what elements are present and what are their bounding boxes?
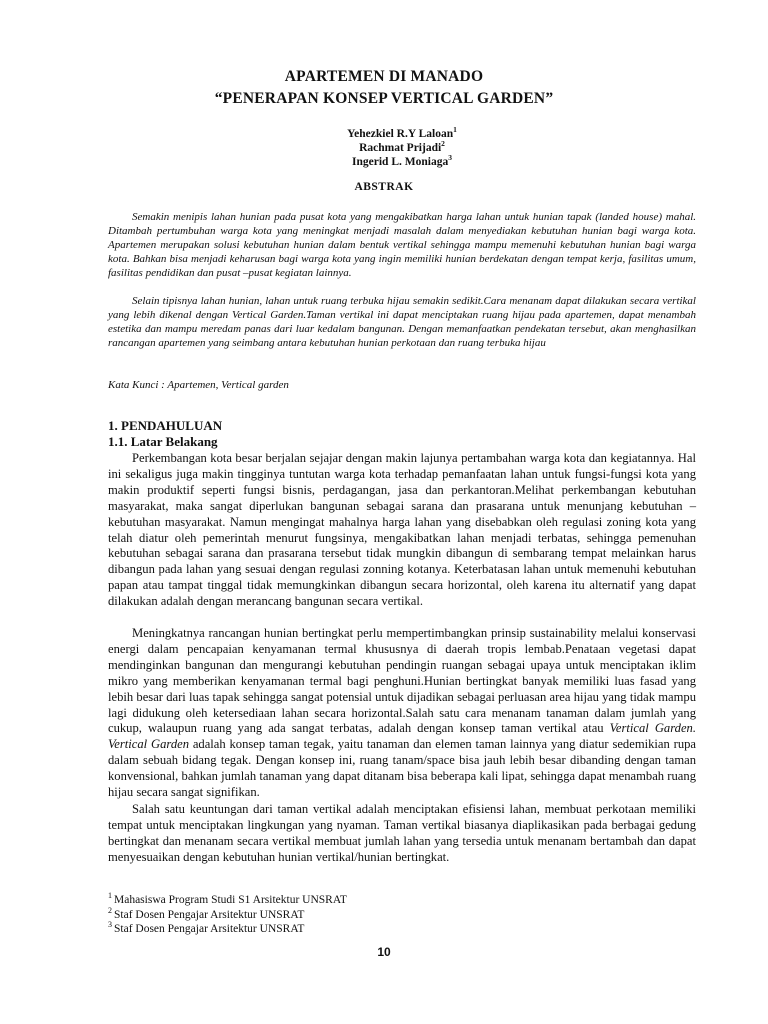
keywords: Kata Kunci : Apartemen, Vertical garden: [108, 379, 289, 391]
footnote-text: Staf Dosen Pengajar Arsitektur UNSRAT: [114, 908, 305, 921]
abstract-heading: ABSTRAK: [354, 181, 414, 193]
title-line-2: “PENERAPAN KONSEP VERTICAL GARDEN”: [214, 90, 554, 107]
author-sup: 2: [441, 139, 445, 148]
para2-text-after: adalah konsep taman tegak, yaitu tanaman dan elemen taman lainnya yang diatur sedemikian rupa dalam sebuah bidang tegak. Dengan konsep ini, ruang tanam/space bisa jauh lebih besar dibanding dengan taman konvensional, bahkan jumlah tanaman yang dapat ditanam bisa beberapa kali lipat, sehingga dapat menambah ruang hijau secara sangat signifikan.: [108, 737, 696, 800]
author-3: [18, 153, 768, 168]
body-paragraph-3: Salah satu keuntungan dari taman vertikal adalah menciptakan efisiensi lahan, membuat perkotaan memiliki tempat untuk menciptakan lingkungan yang nyaman. Taman vertikal biasanya diaplikasikan pada berbagai gedung bertingkat dan menanam secara vertikal membuat jumlah lahan yang tersedia untuk menanam bertambah dan dapat menyesuaikan dengan kebutuhan hunian vertikal/hunian bertingkat.: [108, 802, 696, 864]
para2-italic-term: Vertical Garden. Vertical Garden: [108, 721, 696, 752]
para2-text-before: Meningkatnya rancangan hunian bertingkat perlu mempertimbangkan prinsip sustainability melalui konservasi energi dalam pencapaian kenyamanan termal khususnya di daerah tropis lembab.Penataan vegetasi dapat mendinginkan bangunan dan mengurangi kebutuhan pendingin ruangan sebagai upaya untuk menciptakan iklim mikro yang memberikan kenyamanan termal bagi penghuni.Hunian bertingkat banyak memiliki luas fasad yang lebih besar dari luas tapak sehingga sangat potensial untuk dijadikan sebagai perluasan area hijau yang tidak mampu lagi didukung oleh ketersediaan lahan secara horizontal.Salah satu cara menanam tanaman dalam jumlah yang cukup, walaupun ruang yang ada sangat terbatas, adalah dengan konsep taman vertikal atau: [108, 626, 696, 736]
abstract-paragraph-2: Selain tipisnya lahan hunian, lahan untuk ruang terbuka hijau semakin sedikit.Cara menanam dapat dilakukan secara vertikal yang lebih dikenal dengan Vertical Garden.Taman vertikal ini dapat menciptakan ruang hijau pada apartemen, dapat menambah estetika dan mampu meredam panas dari luar kedalam bangunan. Dengan memanfaatkan pendekatan tersebut, akan menghasilkan rancangan apartemen yang seimbang antara kebutuhan hunian perkotaan dan ruang terbuka hijau: [108, 295, 696, 350]
author-1: [18, 125, 768, 140]
author-name: Ingerid L. Moniaga: [352, 155, 449, 168]
body-paragraph-1: Perkembangan kota besar berjalan sejajar dengan makin lajunya pertambahan warga kota dan kegiatannya. Hal ini sekaligus juga makin tingginya tuntutan warga kota terhadap pemanfaatan lahan untuk fungsi-fungsi kota yang makin produktif seperti fungsi bisnis, perdagangan, jasa dan perkantoran.Melihat perkembangan kebutuhan masyarakat, maka sangat diperlukan bangunan sebagai sarana dan prasarana untuk menunjang kebutuhan – kebutuhan masyarakat. Namun mengingat mahalnya harga lahan yang disebabkan oleh regulasi zoning kota yang telah diatur oleh pemerintah menurut fungsinya, mengakibatkan lahan menjadi terbatas, sehingga pemenuhan kebutuhan sebagai sarana dan prasarana tersebut tidak mungkin dibangun di sembarang tempat melainkan harus dibangun pada lahan yang sesuai dengan regulasi zonning kotanya. Keterbatasan lahan untuk memenuhi kebutuhan papan atau tampat tinggal tidak memungkinkan dibangun secara horizontal, oleh karena itu alternatif yang dapat dilakukan adalah dengan merancang bangunan secara vertikal.: [108, 451, 696, 609]
title-line-1: APARTEMEN DI MANADO: [284, 68, 484, 85]
footnote-sup: 2: [108, 906, 112, 915]
footnote-text: Mahasiswa Program Studi S1 Arsitektur UNSRAT: [114, 893, 347, 906]
subsection-heading-latar-belakang: 1.1. Latar Belakang: [108, 434, 218, 449]
author-2: [18, 139, 768, 154]
footnote-2: [108, 906, 304, 921]
footnote-text: Staf Dosen Pengajar Arsitektur UNSRAT: [114, 922, 305, 935]
body-paragraph-2: [108, 626, 696, 801]
author-name: Yehezkiel R.Y Laloan: [347, 127, 454, 140]
footnote-3: [108, 920, 304, 935]
footnote-1: [108, 891, 347, 906]
page-number: 10: [377, 945, 391, 959]
author-name: Rachmat Prijadi: [359, 141, 442, 154]
author-sup: 1: [453, 125, 457, 134]
footnote-sup: 1: [108, 891, 112, 900]
abstract-paragraph-1: Semakin menipis lahan hunian pada pusat kota yang mengakibatkan harga lahan untuk hunian tapak (landed house) mahal. Ditambah pertumbuhan warga kota yang meningkat menjadi masalah dalam menyediakan kebutuhan hunian bagi warga kota. Apartemen merupakan solusi kebutuhan hunian dalam bentuk vertikal sehingga mampu memenuhi kebutuhan hunian bagi warga kota. Bahkan bisa menjadi keharusan bagi warga kota yang ingin memiliki hunian berdekatan dengan tempat kerja, fasilitas umum, fasilitas pendidikan dan pusat –pusat kegiatan lainnya.: [108, 211, 696, 280]
section-heading-pendahuluan: 1. PENDAHULUAN: [108, 418, 223, 433]
footnote-sup: 3: [108, 920, 112, 929]
author-sup: 3: [448, 153, 452, 162]
